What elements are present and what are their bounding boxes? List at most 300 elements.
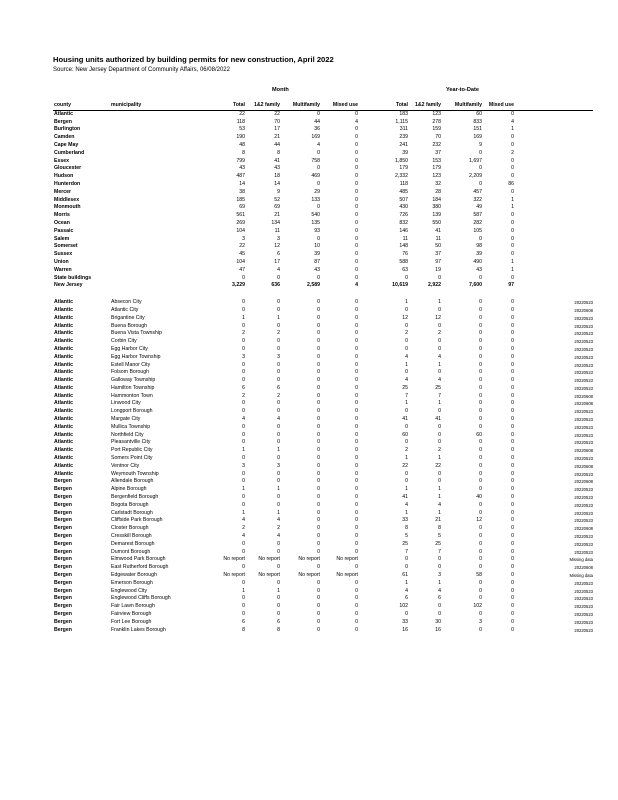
- cell-value: 0: [479, 408, 482, 415]
- municipality-row: [53, 611, 593, 619]
- cell-value: 0: [511, 548, 514, 555]
- county-row: [53, 197, 593, 205]
- cell-value: 0: [479, 462, 482, 469]
- cell-value: 0: [405, 439, 408, 446]
- cell-value: 153: [432, 157, 441, 164]
- cell-value: 123: [432, 110, 441, 117]
- cell-value: 0: [277, 478, 280, 485]
- cell-value: 179: [432, 165, 441, 172]
- empty-cell: [515, 228, 593, 236]
- county-name: Atlantic: [54, 322, 74, 329]
- cell-value: 282: [473, 219, 482, 226]
- report-date: 20220523: [574, 588, 593, 594]
- cell-value: 457: [473, 188, 482, 195]
- cell-value: 0: [355, 603, 358, 610]
- cell-value: 2,332: [395, 173, 408, 180]
- cell-value: 0: [277, 423, 280, 430]
- cell-value: 0: [317, 439, 320, 446]
- cell-value: 8: [438, 525, 441, 532]
- empty-cell: [515, 243, 593, 251]
- cell-value: 1: [511, 258, 514, 265]
- cell-value: 0: [355, 330, 358, 337]
- cell-value: 0: [405, 345, 408, 352]
- empty-cell: [515, 142, 593, 150]
- county-name: Atlantic: [54, 400, 74, 407]
- cell-value: 0: [277, 595, 280, 602]
- cell-value: 0: [438, 306, 441, 313]
- cell-value: 269: [236, 219, 245, 226]
- report-date: 20220523: [574, 417, 593, 423]
- cell-value: 0: [355, 274, 358, 281]
- cell-value: 0: [479, 626, 482, 633]
- report-date: 20220523: [574, 549, 593, 555]
- cell-value: 0: [511, 299, 514, 306]
- cell-value: 0: [317, 274, 320, 281]
- municipality-name: Dumont Borough: [111, 548, 151, 555]
- cell-value: 1: [438, 455, 441, 462]
- cell-value: 0: [242, 439, 245, 446]
- cell-value: 469: [311, 173, 320, 180]
- cell-value: 0: [479, 338, 482, 345]
- cell-value: 0: [479, 416, 482, 423]
- county-row: [53, 204, 593, 212]
- cell-value: 0: [438, 611, 441, 617]
- cell-value: 0: [355, 587, 358, 594]
- municipality-row: [53, 330, 593, 338]
- col-month-multifamily: Multifamily: [281, 102, 321, 110]
- cell-value: 0: [242, 603, 245, 610]
- cell-value: 0: [355, 141, 358, 148]
- cell-value: 430: [399, 204, 408, 211]
- cell-value: 0: [317, 587, 320, 594]
- municipality-row: [53, 455, 593, 463]
- cell-value: 0: [511, 219, 514, 226]
- report-date: 20220523: [574, 378, 593, 384]
- report-date: 20220608: [574, 393, 593, 399]
- municipality-row: [53, 510, 593, 518]
- cell-value: 0: [317, 235, 320, 242]
- cell-value: 0: [511, 579, 514, 586]
- cell-value: 4: [242, 533, 245, 540]
- cell-value: 0: [405, 478, 408, 485]
- cell-value: 7: [438, 392, 441, 399]
- cell-value: 0: [511, 306, 514, 313]
- municipality-row: [53, 424, 593, 432]
- cell-value: 14: [239, 180, 245, 187]
- cell-value: 0: [511, 274, 514, 281]
- municipality-row: [53, 323, 593, 331]
- cell-value: 0: [405, 470, 408, 477]
- cell-value: 0: [511, 517, 514, 524]
- cell-value: 0: [355, 338, 358, 345]
- cell-value: 1,850: [395, 157, 408, 164]
- cell-value: 0: [355, 134, 358, 141]
- report-date: 20220523: [574, 604, 593, 610]
- county-row: [53, 212, 593, 220]
- cell-value: 2: [242, 392, 245, 399]
- cell-value: 1: [242, 587, 245, 594]
- report-date: 20220523: [574, 346, 593, 352]
- cell-value: 0: [511, 157, 514, 164]
- county-row: [53, 259, 593, 267]
- report-date: 20220523: [574, 518, 593, 524]
- cell-value: 0: [511, 447, 514, 454]
- cell-value: 0: [511, 188, 514, 195]
- county-row: [53, 119, 593, 127]
- county-name: Camden: [54, 134, 75, 141]
- cell-value: No report: [258, 572, 280, 579]
- county-name: Atlantic: [54, 110, 74, 117]
- municipality-name: Egg Harbor City: [111, 345, 148, 352]
- cell-value: 0: [277, 431, 280, 438]
- cell-value: 1: [277, 486, 280, 493]
- cell-value: 86: [508, 180, 514, 187]
- cell-value: 636: [271, 282, 280, 289]
- municipality-name: Longport Borough: [111, 408, 153, 415]
- cell-value: 105: [473, 227, 482, 234]
- cell-value: 0: [277, 564, 280, 571]
- cell-value: 5: [438, 533, 441, 540]
- municipality-row: [53, 471, 593, 479]
- cell-value: 11: [402, 235, 408, 242]
- municipality-row: [53, 541, 593, 549]
- cell-value: 38: [239, 188, 245, 195]
- cell-value: 185: [236, 196, 245, 203]
- cell-value: 0: [511, 141, 514, 148]
- municipality-row: [53, 572, 593, 580]
- cell-value: 104: [236, 227, 245, 234]
- county-name: Middlesex: [54, 196, 80, 203]
- cell-value: 0: [277, 540, 280, 547]
- cell-value: 12: [435, 314, 441, 321]
- report-date: 20220608: [574, 401, 593, 407]
- cell-value: 102: [399, 603, 408, 610]
- cell-value: 2: [242, 525, 245, 532]
- cell-value: 0: [511, 345, 514, 352]
- county-name: Bergen: [54, 626, 72, 633]
- report-date: 20220523: [574, 612, 593, 617]
- cell-value: 0: [277, 306, 280, 313]
- cell-value: 0: [511, 533, 514, 540]
- cell-value: 4: [242, 416, 245, 423]
- cell-value: 4: [277, 533, 280, 540]
- cell-value: 0: [438, 470, 441, 477]
- cell-value: 0: [277, 361, 280, 368]
- county-summary: [53, 110, 593, 290]
- cell-value: 6: [242, 384, 245, 391]
- municipality-row: [53, 393, 593, 401]
- county-row: [53, 282, 593, 290]
- cell-value: 0: [511, 509, 514, 516]
- municipality-name: Bogota Borough: [111, 501, 149, 508]
- cell-value: 561: [236, 212, 245, 219]
- cell-value: 0: [355, 126, 358, 133]
- municipality-row: [53, 494, 593, 502]
- cell-value: 0: [242, 564, 245, 571]
- cell-value: 239: [399, 134, 408, 141]
- cell-value: 0: [355, 618, 358, 625]
- cell-value: 3: [479, 618, 482, 625]
- cell-value: 550: [432, 219, 441, 226]
- cell-value: 43: [274, 165, 280, 172]
- cell-value: 0: [355, 180, 358, 187]
- municipality-name: Linwood City: [111, 400, 141, 407]
- spacer: [53, 290, 593, 299]
- municipality-name: Fair Lawn Borough: [111, 603, 155, 610]
- cell-value: 0: [511, 556, 514, 563]
- county-name: Bergen: [54, 618, 72, 625]
- empty-cell: [515, 158, 593, 166]
- cell-value: 0: [317, 392, 320, 399]
- cell-value: 4: [438, 353, 441, 360]
- municipality-row: [53, 400, 593, 408]
- cell-value: 0: [438, 478, 441, 485]
- cell-value: 0: [479, 274, 482, 281]
- cell-value: 28: [435, 188, 441, 195]
- empty-cell: [515, 197, 593, 205]
- report-date: Missing data: [569, 557, 593, 563]
- empty-cell: [515, 267, 593, 275]
- cell-value: 0: [277, 274, 280, 281]
- cell-value: No report: [298, 572, 320, 579]
- cell-value: 7: [438, 548, 441, 555]
- county-name: Bergen: [54, 501, 72, 508]
- cell-value: No report: [223, 556, 245, 563]
- cell-value: 41: [402, 494, 408, 501]
- county-name: Morris: [54, 212, 70, 219]
- municipality-name: Closter Borough: [111, 525, 149, 532]
- empty-cell: [515, 126, 593, 134]
- cell-value: 0: [317, 353, 320, 360]
- cell-value: 151: [473, 126, 482, 133]
- cell-value: 0: [355, 149, 358, 156]
- col-ytd-total: Total: [359, 102, 409, 110]
- cell-value: 2,589: [307, 282, 320, 289]
- municipality-name: Englewood Cliffs Borough: [111, 595, 171, 602]
- cell-value: 0: [242, 494, 245, 501]
- municipality-name: Edgewater Borough: [111, 572, 157, 579]
- cell-value: 832: [399, 219, 408, 226]
- municipality-name: Egg Harbor Township: [111, 353, 161, 360]
- municipality-row: [53, 517, 593, 525]
- cell-value: 70: [274, 118, 280, 125]
- cell-value: 0: [355, 400, 358, 407]
- cell-value: No report: [336, 556, 358, 563]
- cell-value: 0: [511, 110, 514, 117]
- cell-value: 0: [511, 486, 514, 493]
- cell-value: 19: [435, 266, 441, 273]
- cell-value: 0: [511, 462, 514, 469]
- county-name: Hudson: [54, 173, 74, 180]
- municipality-name: Alpine Borough: [111, 486, 147, 493]
- cell-value: 0: [511, 235, 514, 242]
- cell-value: 0: [511, 353, 514, 360]
- cell-value: 0: [438, 423, 441, 430]
- cell-value: 1: [511, 266, 514, 273]
- municipality-row: [53, 307, 593, 315]
- municipality-name: Hammonton Town: [111, 392, 153, 399]
- cell-value: 16: [435, 626, 441, 633]
- report-date: 20220523: [574, 331, 593, 337]
- cell-value: 39: [476, 251, 482, 258]
- cell-value: 76: [402, 251, 408, 258]
- cell-value: 0: [317, 338, 320, 345]
- cell-value: 0: [242, 470, 245, 477]
- report-date: 20220523: [574, 580, 593, 586]
- cell-value: 0: [355, 212, 358, 219]
- municipality-name: Buena Vista Township: [111, 330, 162, 337]
- cell-value: 0: [242, 274, 245, 281]
- county-name: Atlantic: [54, 330, 74, 337]
- cell-value: 5: [405, 533, 408, 540]
- empty-cell: [515, 181, 593, 189]
- cell-value: 8: [405, 525, 408, 532]
- cell-value: 25: [435, 540, 441, 547]
- cell-value: 0: [317, 400, 320, 407]
- county-name: Bergen: [54, 525, 72, 532]
- cell-value: 63: [402, 266, 408, 273]
- cell-value: 0: [479, 478, 482, 485]
- cell-value: 0: [438, 603, 441, 610]
- cell-value: 0: [355, 314, 358, 321]
- cell-value: 0: [405, 423, 408, 430]
- cell-value: 0: [355, 447, 358, 454]
- cell-value: 1: [438, 361, 441, 368]
- cell-value: 0: [479, 353, 482, 360]
- cell-value: 0: [511, 212, 514, 219]
- cell-value: 10: [314, 243, 320, 250]
- municipality-name: Cresskill Borough: [111, 533, 152, 540]
- cell-value: 0: [355, 494, 358, 501]
- cell-value: 0: [479, 564, 482, 571]
- cell-value: 7: [405, 392, 408, 399]
- cell-value: 7: [405, 548, 408, 555]
- report-date: 20220523: [574, 487, 593, 493]
- cell-value: 16: [402, 626, 408, 633]
- municipality-row: [53, 439, 593, 447]
- cell-value: 0: [317, 330, 320, 337]
- cell-value: 1: [511, 196, 514, 203]
- cell-value: 0: [511, 165, 514, 172]
- cell-value: 0: [317, 345, 320, 352]
- cell-value: 169: [473, 134, 482, 141]
- cell-value: 22: [435, 462, 441, 469]
- cell-value: 2: [277, 392, 280, 399]
- cell-value: 0: [355, 455, 358, 462]
- empty-cell: [515, 150, 593, 158]
- cell-value: 0: [317, 525, 320, 532]
- report-date: 20220523: [574, 432, 593, 438]
- cell-value: 44: [274, 141, 280, 148]
- cell-value: 0: [511, 173, 514, 180]
- cell-value: 0: [479, 525, 482, 532]
- cell-value: 540: [311, 212, 320, 219]
- cell-value: 0: [277, 603, 280, 610]
- report-date: 20220523: [574, 370, 593, 376]
- cell-value: 0: [511, 369, 514, 376]
- county-name: Atlantic: [54, 338, 74, 345]
- county-name: Passaic: [54, 227, 74, 234]
- report-date: 20220523: [574, 409, 593, 415]
- cell-value: 0: [511, 134, 514, 141]
- cell-value: 1: [438, 299, 441, 306]
- cell-value: 39: [314, 251, 320, 258]
- county-name: Atlantic: [54, 462, 74, 469]
- cell-value: 0: [277, 408, 280, 415]
- cell-value: 4: [438, 501, 441, 508]
- municipality-row: [53, 447, 593, 455]
- municipality-row: [53, 533, 593, 541]
- cell-value: 0: [355, 258, 358, 265]
- cell-value: 37: [435, 149, 441, 156]
- cell-value: 0: [242, 540, 245, 547]
- cell-value: 0: [511, 439, 514, 446]
- cell-value: 0: [242, 548, 245, 555]
- cell-value: 0: [405, 611, 408, 617]
- cell-value: 0: [405, 369, 408, 376]
- cell-value: 0: [355, 540, 358, 547]
- cell-value: 2: [277, 330, 280, 337]
- county-name: Hunterdon: [54, 180, 81, 187]
- cell-value: 0: [511, 416, 514, 423]
- cell-value: 322: [473, 196, 482, 203]
- cell-value: 1: [277, 509, 280, 516]
- cell-value: 52: [274, 196, 280, 203]
- cell-value: 4: [277, 416, 280, 423]
- cell-value: 588: [399, 258, 408, 265]
- cell-value: 3,229: [232, 282, 245, 289]
- cell-value: 0: [277, 345, 280, 352]
- cell-value: 41: [435, 416, 441, 423]
- cell-value: 0: [317, 540, 320, 547]
- cell-value: 48: [239, 141, 245, 148]
- col-month-1-2-family: 1&2 family: [246, 102, 281, 110]
- cell-value: 37: [435, 251, 441, 258]
- cell-value: 6: [438, 595, 441, 602]
- cell-value: 0: [317, 462, 320, 469]
- cell-value: 0: [277, 611, 280, 617]
- cell-value: 0: [317, 517, 320, 524]
- cell-value: 0: [405, 564, 408, 571]
- cell-value: 4: [405, 377, 408, 384]
- municipality-name: Fairview Borough: [111, 611, 152, 617]
- cell-value: 11: [274, 227, 280, 234]
- cell-value: 0: [317, 180, 320, 187]
- municipality-name: Folsom Borough: [111, 369, 150, 376]
- cell-value: 0: [438, 345, 441, 352]
- cell-value: 1: [405, 361, 408, 368]
- cell-value: 33: [402, 618, 408, 625]
- empty-cell: [515, 189, 593, 197]
- cell-value: 0: [511, 251, 514, 258]
- municipality-row: [53, 478, 593, 486]
- cell-value: 0: [511, 330, 514, 337]
- cell-value: 8: [242, 149, 245, 156]
- cell-value: 6: [277, 251, 280, 258]
- cell-value: 4: [277, 517, 280, 524]
- report-date: 20220608: [574, 448, 593, 454]
- cell-value: 0: [355, 369, 358, 376]
- cell-value: 36: [314, 126, 320, 133]
- cell-value: 14: [274, 180, 280, 187]
- cell-value: 2: [511, 149, 514, 156]
- municipality-name: Port Republic City: [111, 447, 153, 454]
- cell-value: 0: [317, 595, 320, 602]
- cell-value: 40: [476, 494, 482, 501]
- cell-value: 0: [317, 618, 320, 625]
- cell-value: 0: [511, 525, 514, 532]
- cell-value: 69: [274, 204, 280, 211]
